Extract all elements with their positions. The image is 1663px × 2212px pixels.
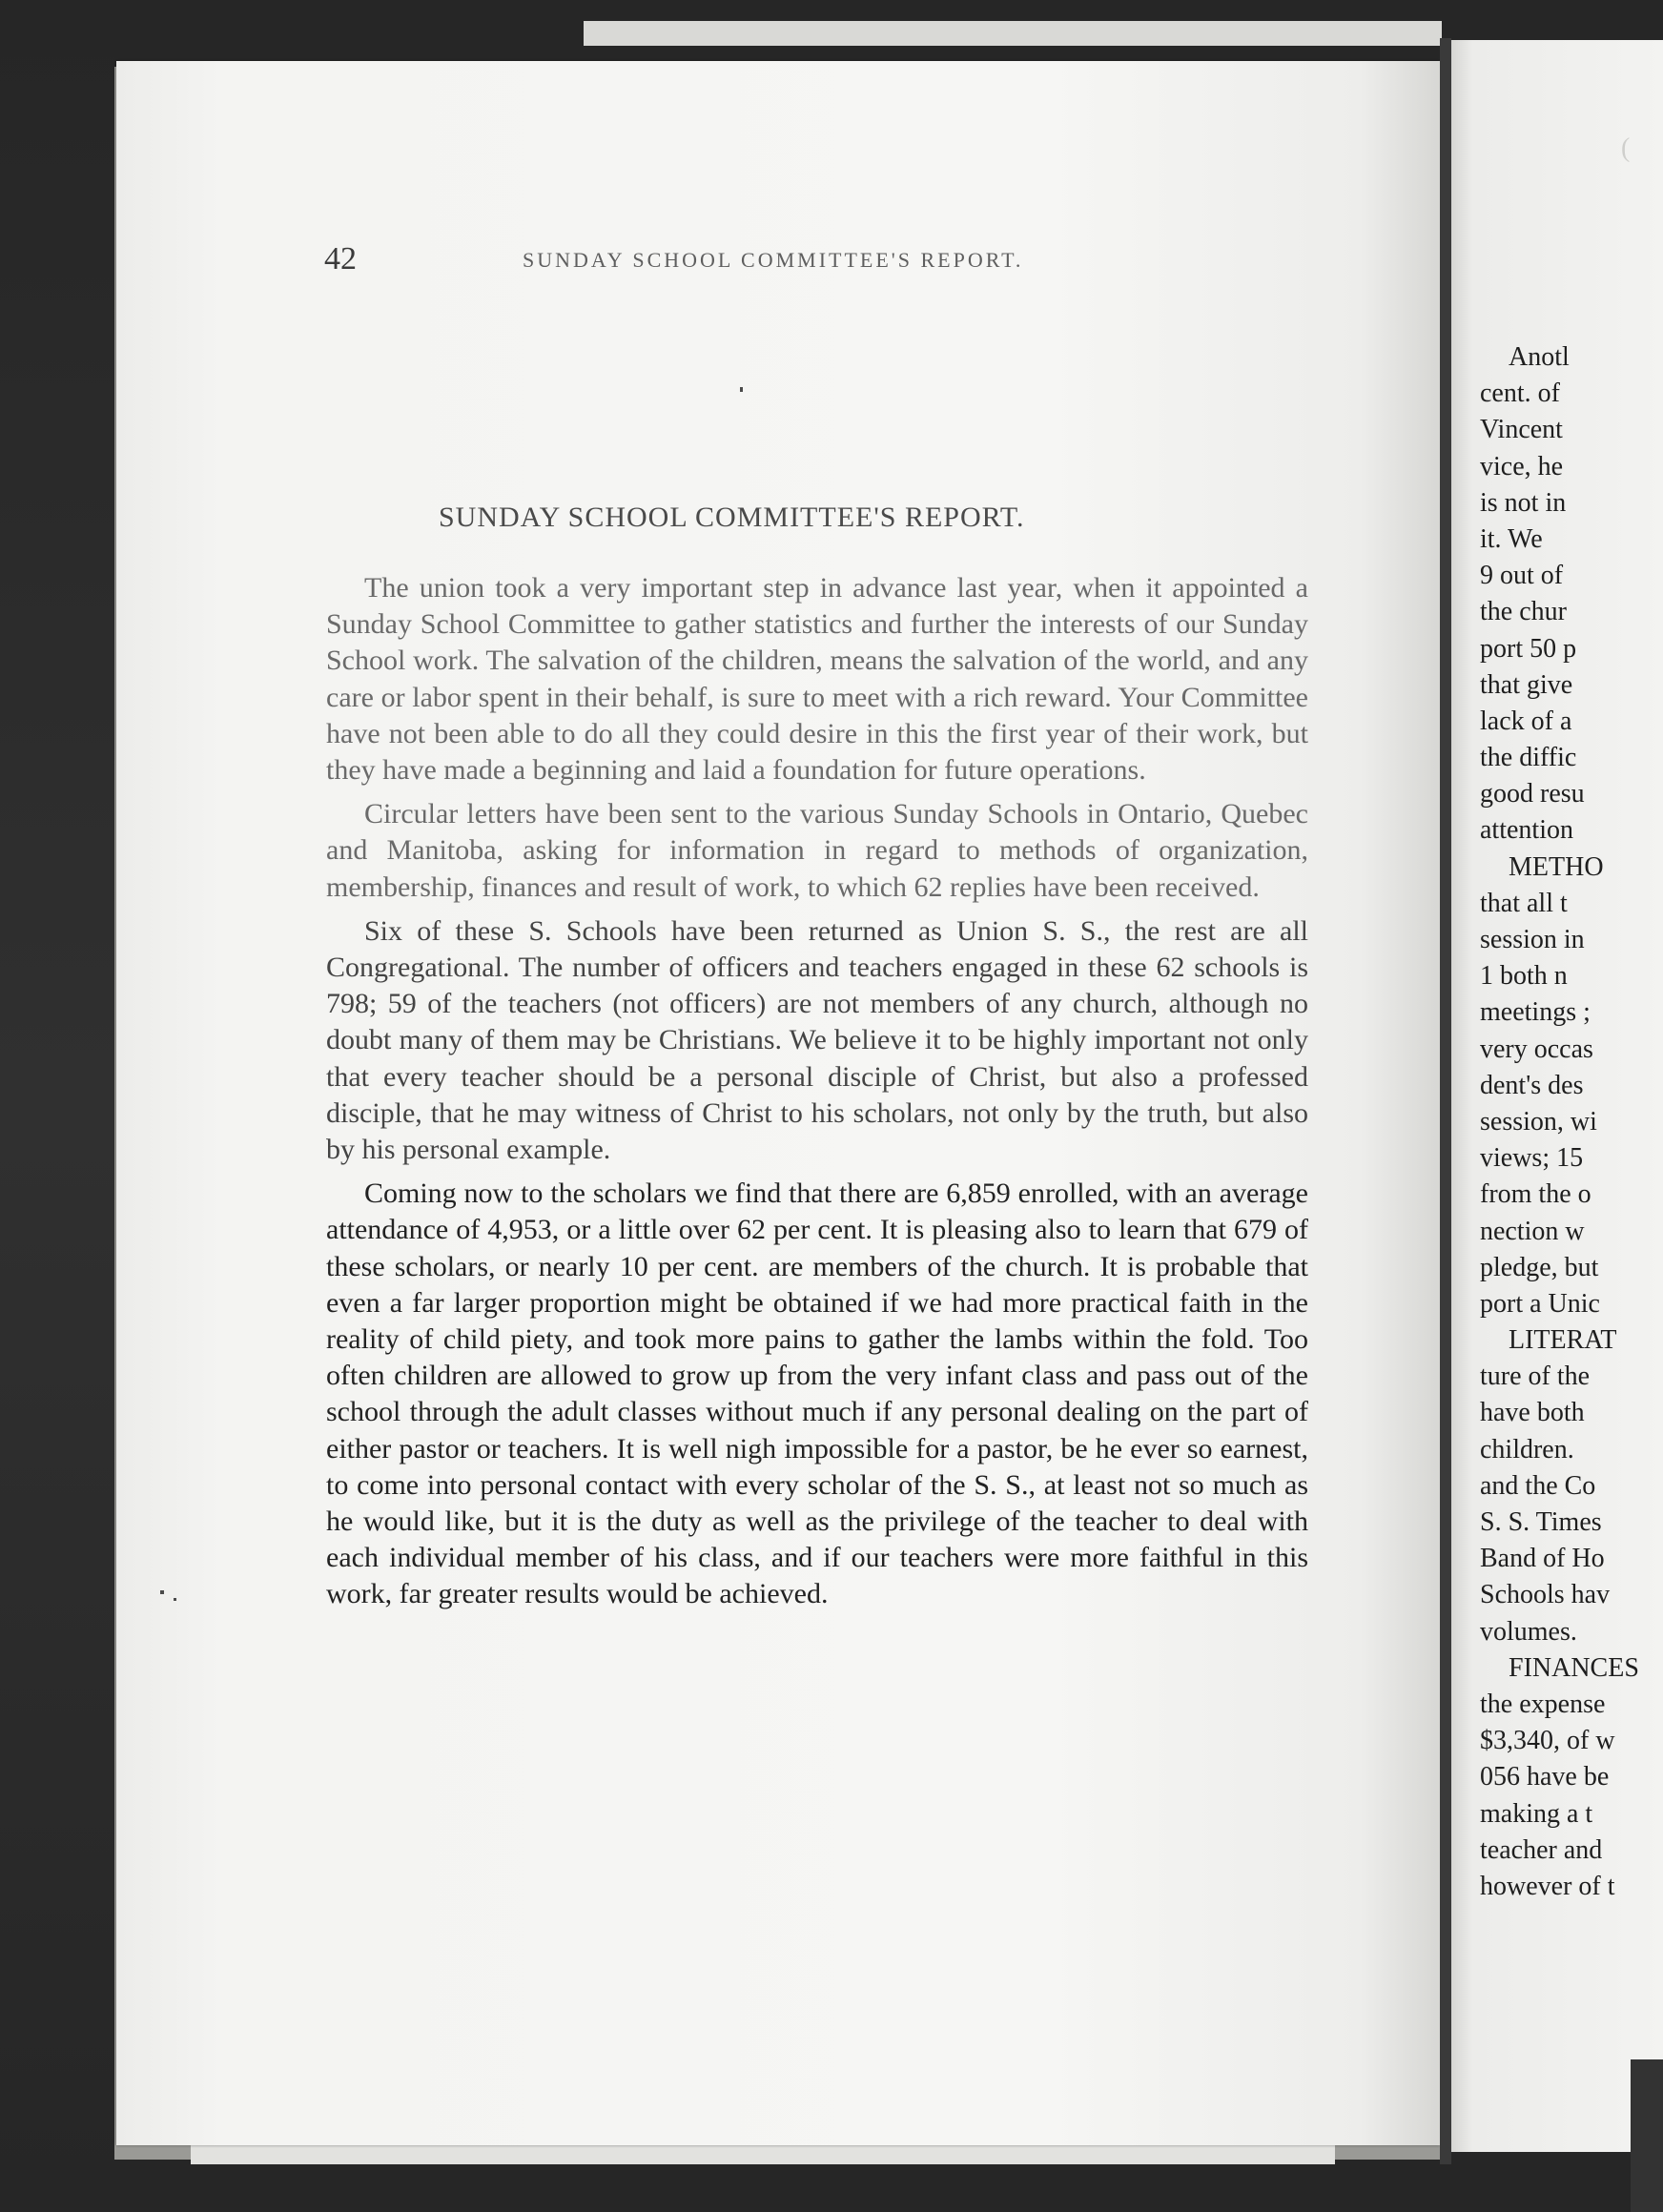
right-line: dent's des: [1480, 1070, 1584, 1100]
right-section-heading: LITERAT: [1509, 1325, 1617, 1356]
right-line: Vincent: [1480, 415, 1563, 445]
scan-edge-shadow: [1631, 2059, 1663, 2212]
right-line: port a Unic: [1480, 1288, 1600, 1319]
paragraph-scholars: Coming now to the scholars we find that there are 6,859 enrolled, with an average attendance of 4,953, or a little over 62 per cent. It is pleasing also to learn that 679 of these scholars, or nearly 10 per cent. are members of the church. It is probable that even a far larger proportion might be obtained if we had more practical faith in the reality of child piety, and took more pains to gather the lambs within the fold. Too often children are allowed to grow up from the very infant class and pass out of the school through the adult classes without much if any personal dealing on the part of either pastor or teachers. It is well nigh impossible for a pastor, be he ever so earnest, to come into personal contact with every scholar of the S. S., at least not so much as he would like, but it is the duty as well as the privilege of the teacher to deal with each individual member of his class, and if our teachers were more faithful in this work, far greater results would be achieved.: [326, 1178, 1308, 1610]
right-line: however of t: [1480, 1871, 1615, 1901]
right-line: teacher and: [1480, 1834, 1603, 1865]
right-line: volumes.: [1480, 1616, 1577, 1647]
right-page-text: [1480, 339, 1663, 1905]
right-line: cent. of: [1480, 379, 1560, 409]
paragraph-introduction: The union took a very important step in advance last year, when it appointed a Sunday School Committee to gather statistics and further the interests of our Sunday School work. The salvation of the children, means the salvation of the world, and any care or labor spent in their behalf, is sure to meet with a rich reward. Your Committee have not been able to do all they could desire in this the first year of their work, but they have made a beginning and laid a foundation for future operations.: [326, 572, 1308, 787]
scan-speck: [740, 387, 743, 392]
running-head: SUNDAY SCHOOL COMMITTEE'S REPORT.: [523, 248, 1024, 272]
right-line: $3,340, of w: [1480, 1726, 1615, 1756]
right-line: that give: [1480, 669, 1573, 700]
right-line: that all t: [1480, 888, 1568, 918]
right-line: Band of Ho: [1480, 1544, 1605, 1574]
right-line: the diffic: [1480, 743, 1577, 773]
right-line: from the o: [1480, 1179, 1591, 1210]
right-section-heading: METHO: [1509, 851, 1604, 882]
paragraph-officers-teachers: Six of these S. Schools have been returned as Union S. S., the rest are all Congregational. The number of officers and teachers engaged in these 62 schools is 798; 59 of the teachers (not officers) are not members of any church, although no doubt many of them may be Christians. We believe it to be highly important not only that every teacher should be a personal disciple of Christ, but also a professed disciple, that he may witness of Christ to his scholars, not only by the truth, but also by his personal example.: [326, 914, 1308, 1166]
page-bottom-edge: [191, 2143, 1335, 2164]
right-page-top-fragment: (: [1621, 133, 1631, 163]
right-line: good resu: [1480, 779, 1585, 809]
right-line: lack of a: [1480, 706, 1572, 736]
right-line: views; 15: [1480, 1143, 1584, 1174]
scan-speck: [174, 1598, 176, 1601]
paragraph-circular-letters: Circular letters have been sent to the various Sunday Schools in Ontario, Quebec and Manitoba, asking for information in regard to methods of organization, membership, finances and result of work, to which 62 replies have been received.: [326, 798, 1308, 903]
page-top-edge: [584, 21, 1442, 46]
right-line: attention: [1480, 815, 1573, 846]
page-number: 42: [324, 241, 357, 276]
right-line: and the Co: [1480, 1470, 1596, 1501]
right-line: nection w: [1480, 1216, 1585, 1246]
report-body: [326, 570, 1308, 1621]
right-line: pledge, but: [1480, 1252, 1599, 1282]
right-line: meetings ;: [1480, 997, 1591, 1028]
right-line: it. We: [1480, 523, 1543, 554]
right-line: ture of the: [1480, 1362, 1591, 1392]
right-line: session in: [1480, 925, 1585, 954]
report-title: SUNDAY SCHOOL COMMITTEE'S REPORT.: [439, 502, 1025, 533]
right-line: vice, he: [1480, 451, 1564, 481]
book-gutter: [1440, 38, 1451, 2164]
right-line: have both: [1480, 1398, 1585, 1428]
right-line: 1 both n: [1480, 961, 1568, 992]
right-line: S. S. Times: [1480, 1507, 1602, 1537]
right-line: very occas: [1480, 1034, 1593, 1064]
right-line: the chur: [1480, 597, 1567, 627]
right-line: 9 out of: [1480, 561, 1564, 591]
right-line: 056 have be: [1480, 1762, 1610, 1792]
scan-speck: [160, 1590, 164, 1594]
right-line: Schools hav: [1480, 1580, 1611, 1610]
right-line: making a t: [1480, 1798, 1593, 1829]
right-line: is not in: [1480, 487, 1567, 518]
right-line: children.: [1480, 1434, 1574, 1464]
right-section-heading: FINANCES: [1509, 1652, 1639, 1683]
right-line: port 50 p: [1480, 633, 1577, 664]
right-line: Anotl: [1509, 342, 1570, 372]
right-line: the expense: [1480, 1689, 1606, 1719]
right-line: session, wi: [1480, 1106, 1597, 1137]
